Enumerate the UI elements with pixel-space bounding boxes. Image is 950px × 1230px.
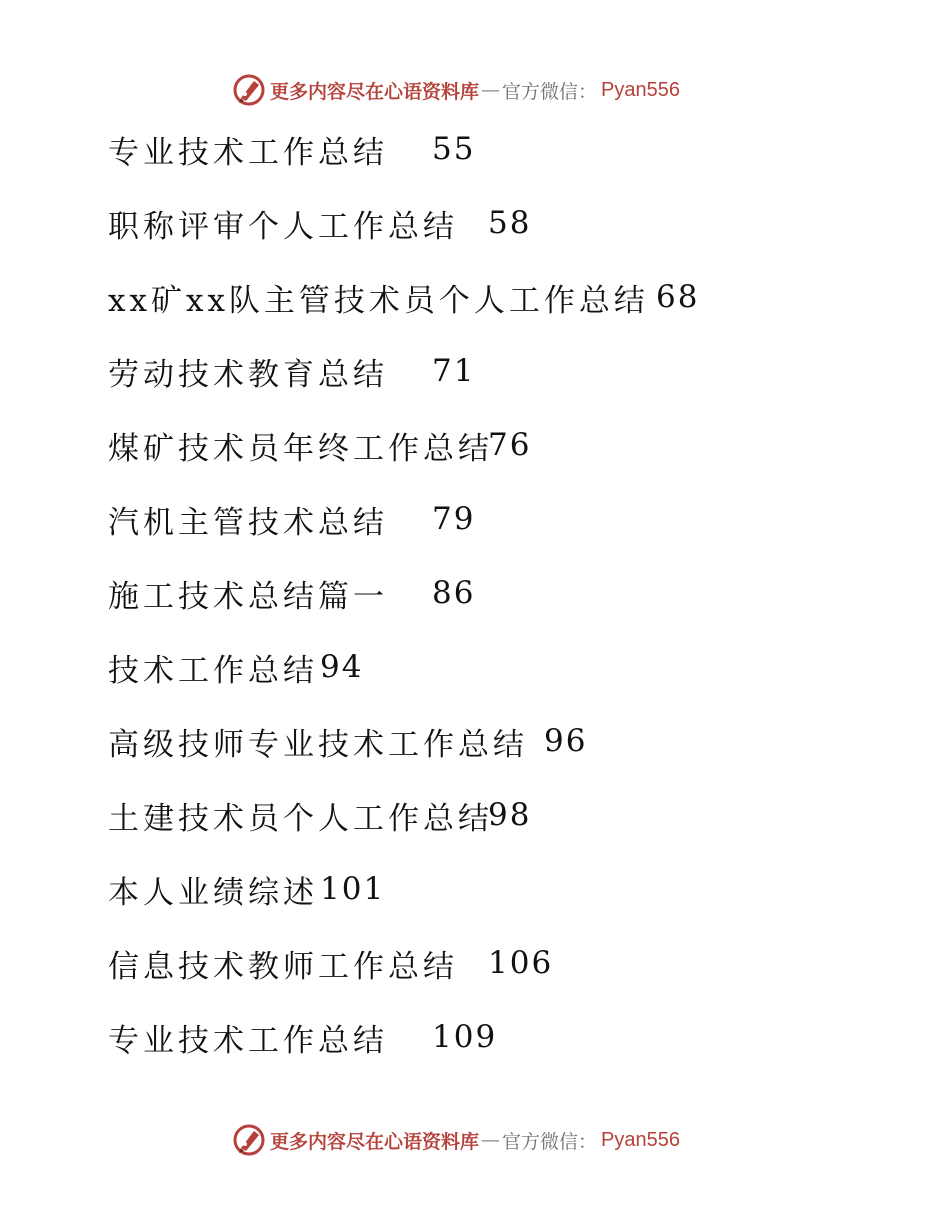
banner-slogan: 更多内容尽在心语资料库 bbox=[270, 1130, 480, 1153]
toc-entry-page: 79 bbox=[432, 501, 476, 537]
toc-entry-page: 106 bbox=[488, 945, 554, 981]
toc-entry[interactable] bbox=[108, 630, 908, 704]
toc-entry-page: 76 bbox=[488, 427, 532, 463]
toc-entry-title: 高级技师专业技术工作总结 bbox=[108, 726, 528, 763]
toc-entry-page: 101 bbox=[320, 871, 386, 907]
toc-entry-title: 劳动技术教育总结 bbox=[108, 356, 388, 393]
toc-entry-page: 94 bbox=[320, 649, 364, 685]
toc-entry-page: 86 bbox=[432, 575, 476, 611]
toc-entry[interactable] bbox=[108, 926, 908, 1000]
toc-entry-title: 专业技术工作总结 bbox=[108, 1022, 388, 1059]
toc-entry-title: 汽机主管技术总结 bbox=[108, 504, 388, 541]
toc-entry[interactable] bbox=[108, 556, 908, 630]
banner-separator: — bbox=[481, 1129, 501, 1151]
toc-entry-title: 技术工作总结 bbox=[108, 652, 318, 689]
toc-entry[interactable] bbox=[108, 852, 908, 926]
toc-entry[interactable] bbox=[108, 1000, 908, 1074]
toc-entry-title: 煤矿技术员年终工作总结 bbox=[108, 430, 493, 467]
toc-entry-page: 96 bbox=[544, 723, 588, 759]
toc-entry-page: 55 bbox=[432, 131, 476, 167]
banner-wechat-id: Pyan556 bbox=[601, 78, 680, 101]
toc-entry-title: 信息技术教师工作总结 bbox=[108, 948, 458, 985]
toc-entry[interactable] bbox=[108, 482, 908, 556]
banner-separator: — bbox=[481, 79, 501, 101]
toc-entry-title: 本人业绩综述 bbox=[108, 874, 318, 911]
toc-entry[interactable] bbox=[108, 112, 908, 186]
pen-logo-icon bbox=[232, 1123, 266, 1157]
toc-entry[interactable] bbox=[108, 704, 908, 778]
toc-entry[interactable] bbox=[108, 778, 908, 852]
banner-wechat-label: 官方微信： bbox=[502, 1130, 598, 1153]
toc-entry[interactable] bbox=[108, 408, 908, 482]
toc-entry-page: 109 bbox=[432, 1019, 498, 1055]
banner-wechat-id: Pyan556 bbox=[601, 1128, 680, 1151]
pen-logo-icon bbox=[232, 73, 266, 107]
toc-entry-page: 68 bbox=[656, 279, 700, 315]
toc-entry[interactable] bbox=[108, 186, 908, 260]
toc-entry-title: xx矿xx队主管技术员个人工作总结 bbox=[108, 282, 649, 319]
toc-entry-page: 98 bbox=[488, 797, 532, 833]
toc-entry[interactable] bbox=[108, 260, 908, 334]
toc-entry-title: 施工技术总结篇一 bbox=[108, 578, 388, 615]
toc-entry-page: 58 bbox=[488, 205, 532, 241]
toc-entry-title: 职称评审个人工作总结 bbox=[108, 208, 458, 245]
toc-entry[interactable] bbox=[108, 334, 908, 408]
table-of-contents bbox=[108, 112, 908, 1074]
toc-entry-title: 专业技术工作总结 bbox=[108, 134, 388, 171]
toc-entry-title: 土建技术员个人工作总结 bbox=[108, 800, 493, 837]
banner-slogan: 更多内容尽在心语资料库 bbox=[270, 80, 480, 103]
footer-banner bbox=[232, 1122, 680, 1158]
header-banner bbox=[232, 72, 680, 108]
toc-entry-page: 71 bbox=[432, 353, 476, 389]
banner-wechat-label: 官方微信： bbox=[502, 80, 598, 103]
